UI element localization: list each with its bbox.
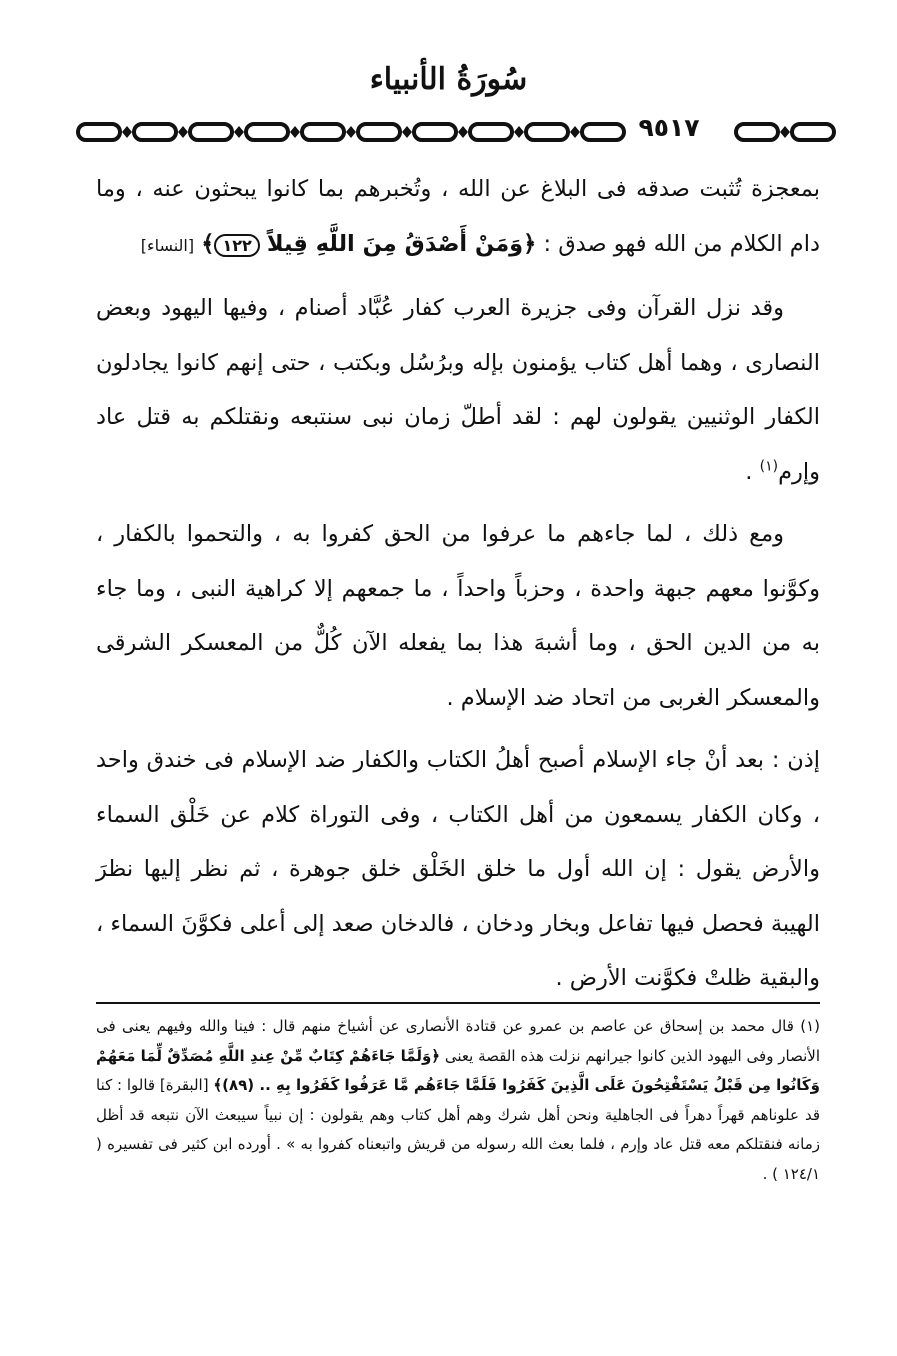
paragraph-2-text: وقد نزل القرآن وفى جزيرة العرب كفار عُبَّاد أصنام ، وفيها اليهود وبعض النصارى ، وهما أهل كتاب يؤمنون بإله وبرُسُل وبكتب ، حتى إنهم كانوا يجادلون الكفار الوثنيين يقولون لهم : لقد أطلّ زمان نبى سنتبعه ونقتلكم به قتل عاد وإرم (96, 295, 820, 485)
paragraph-3 (96, 507, 820, 725)
footnote-text-2: [البقرة] قالوا : كنا قد علوناهم قهراً دهراً فى الجاهلية ونحن أهل شرك وهم أهل كتاب وهم يقولون : إن نبياً سيبعث الآن نتبعه قد أظل زمانه فنقتلكم معه قتل عاد وإرم ، فلما بعث الله رسوله من قريش واتبعناه كفروا به » . أورده ابن كثير فى تفسيره ( ١٢٤/١ ) . (96, 1076, 820, 1183)
paragraph-3-text: ومع ذلك ، لما جاءهم ما عرفوا من الحق كفروا به ، والتحموا بالكفار ، وكوَّنوا معهم جبهة واحدة ، وحزباً واحداً ، ما جمعهم إلا كراهية النبى ، وما جاء به من الدين الحق ، وما أشبهَ هذا بما يفعله الآن كُلٌّ من المعسكر الشرقى والمعسكر الغربى من اتحاد ضد الإسلام . (96, 521, 820, 711)
paragraph-1 (96, 162, 820, 273)
paragraph-4-text: إذن : بعد أنْ جاء الإسلام أصبح أهلُ الكتاب والكفار ضد الإسلام فى خندق واحد ، وكان الكفار يسمعون من أهل الكتاب ، وفى التوراة كلام عن خَلْق السماء والأرض يقول : إن الله أول ما خلق الخَلْق خلق جوهرة ، ثم نظر إليها نظرَ الهيبة فحصل فيها تفاعل وبخار ودخان ، فالدخان صعد إلى أعلى فكوَّنَ السماء ، والبقية ظلتْ فكوَّنت الأرض . (96, 747, 820, 991)
quran-bracket-close: ﴾ (201, 230, 215, 257)
paragraph-1-text: بمعجزة تُثبت صدقه فى البلاغ عن الله ، وتُخبرهم بما كانوا يبحثون عنه ، وما دام الكلام من الله فهو صدق : (96, 176, 820, 257)
quran-quote: ﴿وَمَنْ أَصْدَقُ مِنَ اللَّهِ قِيلاً (266, 230, 537, 257)
paragraph-2 (96, 281, 820, 499)
surah-title: سُورَةُ الأنبياء (369, 62, 528, 97)
sura-reference: [النساء] (140, 235, 195, 255)
footnote-text-1: (١) قال محمد بن إسحاق عن عاصم بن عمرو عن قتادة الأنصارى عن أشياخ منهم قال : فينا والله وفيهم يعنى فى الأنصار وفى اليهود الذين كانوا جيرانهم نزلت هذه القصة يعنى (96, 1017, 820, 1065)
paragraph-2-end: . (745, 458, 760, 485)
main-text (96, 162, 820, 1014)
footnote-divider (96, 1002, 820, 1004)
footnote-marker: (١) (759, 458, 779, 474)
footnote-quran-quote: ﴿وَلَمَّا جَاءَهُمْ كِتَابٌ مِّنْ عِندِ اللَّهِ مُصَدِّقٌ لِّمَا مَعَهُمْ وَكَانُوا مِن قَبْلُ يَسْتَفْتِحُونَ عَلَى الَّذِينَ كَفَرُوا فَلَمَّا جَاءَهُم مَّا عَرَفُوا كَفَرُوا بِهِ .. (٨٩)﴾ (96, 1046, 820, 1094)
header-ornament-border (76, 117, 836, 147)
footnote (96, 1012, 820, 1189)
page-number: ٩٥١٧ (632, 113, 706, 147)
paragraph-4 (96, 733, 820, 1006)
ayah-number: ١٢٢ (214, 234, 259, 257)
